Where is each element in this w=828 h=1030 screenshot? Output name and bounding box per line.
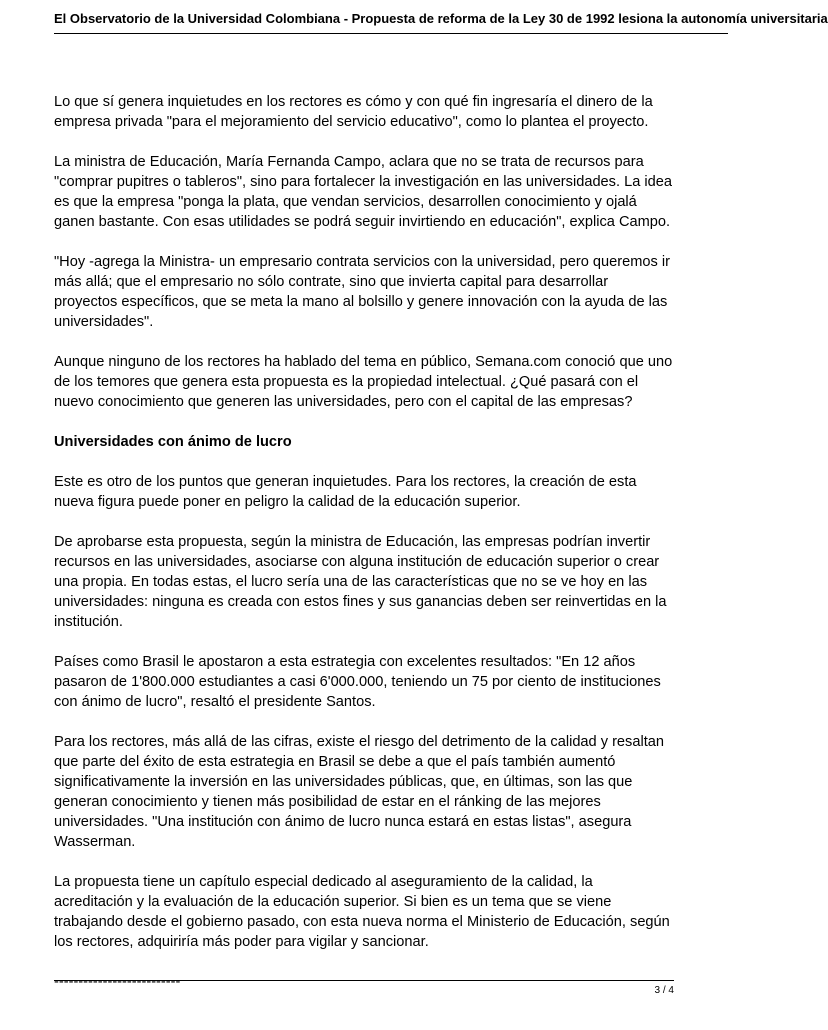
footer-divider: [54, 980, 674, 981]
page-number: 3 / 4: [654, 985, 674, 996]
paragraph: La ministra de Educación, María Fernanda Campo, aclara que no se trata de recursos para "comprar pupitres o tableros", sino para fortalecer la investigación en las universidades. La idea es que la empresa "ponga la plata, que vendan servicios, desarrollen conocimiento y ojalá ganen bastante. Con esas utilidades se podrá seguir invirtiendo en educación", explica Campo.: [54, 154, 672, 230]
paragraph: La propuesta tiene un capítulo especial dedicado al aseguramiento de la calidad, la acreditación y la evaluación de la educación superior. Si bien es un tema que se viene trabajando desde el gobierno pasado, con esta nueva norma el Ministerio de Educación, según los rectores, adquiriría más poder para vigilar y sancionar.: [54, 874, 670, 950]
paragraph: De aprobarse esta propuesta, según la ministra de Educación, las empresas podrían invertir recursos en las universidades, asociarse con alguna institución de educación superior o crear una propia. En todas estas, el lucro sería una de las características que no se ve hoy en las universidades: ninguna es creada con estos fines y sus ganancias deben ser reinvertidas en la institución.: [54, 534, 667, 630]
paragraph: Países como Brasil le apostaron a esta estrategia con excelentes resultados: "En 12 años pasaron de 1'800.000 estudiantes a casi 6'000.000, teniendo un 75 por ciento de instituciones con ánimo de lucro", resaltó el presidente Santos.: [54, 654, 661, 710]
paragraph: Para los rectores, más allá de las cifras, existe el riesgo del detrimento de la calidad y resaltan que parte del éxito de esta estrategia en Brasil se debe a que el país también aumentó significativamente la inversión en las universidades públicas, que, en últimas, son las que generan conocimiento y tienen más posibilidad de estar en el ránking de las mejores universidades. "Una institución con ánimo de lucro nunca estará en estas listas", asegura Wasserman.: [54, 734, 664, 850]
text-separator: --------------------------: [54, 974, 181, 990]
paragraph: Este es otro de los puntos que generan inquietudes. Para los rectores, la creación de esta nueva figura puede poner en peligro la calidad de la educación superior.: [54, 474, 637, 510]
paragraph: Lo que sí genera inquietudes en los rectores es cómo y con qué fin ingresaría el dinero de la empresa privada "para el mejoramiento del servicio educativo", como lo plantea el proyecto.: [54, 94, 653, 130]
section-heading: Universidades con ánimo de lucro: [54, 434, 292, 450]
paragraph: Aunque ninguno de los rectores ha hablado del tema en público, Semana.com conoció que uno de los temores que genera esta propuesta es la propiedad intelectual. ¿Qué pasará con el nuevo conocimiento que generen las universidades, pero con el capital de las empresas?: [54, 354, 673, 410]
header-divider: [54, 33, 728, 34]
page-header-title: El Observatorio de la Universidad Colombiana - Propuesta de reforma de la Ley 30 de 1992 lesiona la autonomía universitaria: [54, 11, 828, 26]
paragraph: "Hoy -agrega la Ministra- un empresario contrata servicios con la universidad, pero queremos ir más allá; que el empresario no sólo contrate, sino que invierta capital para desarrollar proyectos específicos, que se meta la mano al bolsillo y genere innovación con la ayuda de las universidades".: [54, 254, 670, 330]
article-body: [54, 92, 674, 992]
